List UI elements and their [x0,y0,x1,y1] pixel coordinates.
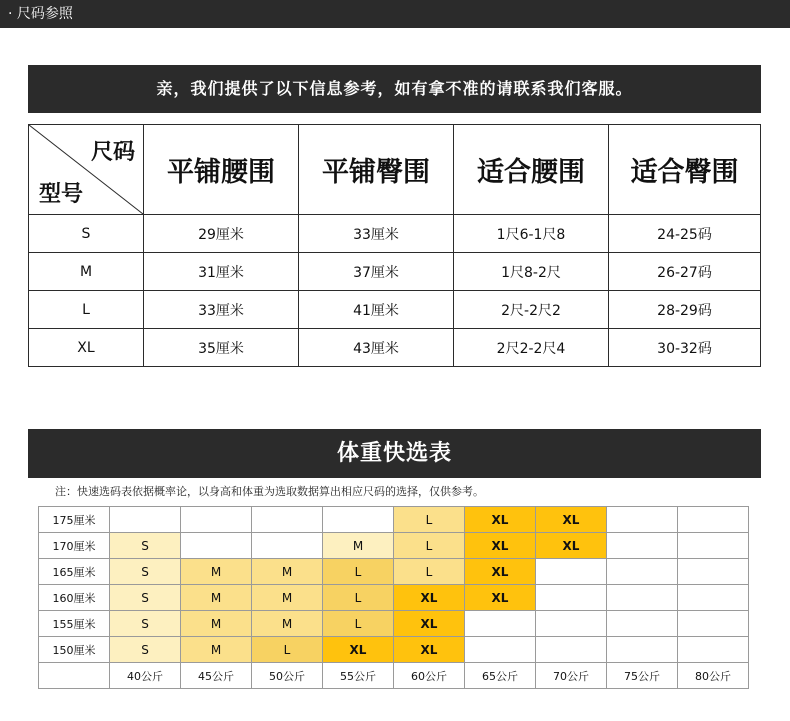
size-cell: M [181,559,252,585]
size-cell [607,533,678,559]
weight-chart-note: 注：快速选码表依据概率论，以身高和体重为选取数据算出相应尺码的选择，仅供参考。 [55,485,484,498]
height-label: 175厘米 [39,507,110,533]
size-cell: M [181,637,252,663]
size-cell: M [252,611,323,637]
footer-blank-cell [39,663,110,689]
size-cell [252,507,323,533]
weight-label: 50公斤 [252,663,323,689]
header-flat-hip: 平铺臀围 [299,125,454,215]
size-cell: XL [394,585,465,611]
size-cell [181,507,252,533]
flat-waist-value: 31厘米 [144,253,299,291]
flat-hip-value: 33厘米 [299,215,454,253]
size-cell [465,637,536,663]
corner-label-model: 型号 [39,182,84,207]
size-table-header-row [29,125,761,215]
size-label: M [29,253,144,291]
size-cell: XL [394,637,465,663]
weight-label: 45公斤 [181,663,252,689]
size-cell: L [323,585,394,611]
size-table-corner-cell [29,125,144,215]
size-cell: M [323,533,394,559]
size-label: XL [29,329,144,367]
height-label: 155厘米 [39,611,110,637]
fit-waist-value: 2尺2-2尺4 [454,329,609,367]
flat-waist-value: 35厘米 [144,329,299,367]
size-cell: M [181,585,252,611]
height-row [39,533,749,559]
fit-waist-value: 1尺6-1尺8 [454,215,609,253]
size-table [28,124,761,367]
size-cell: XL [465,559,536,585]
weight-label: 65公斤 [465,663,536,689]
size-row-l [29,291,761,329]
size-cell [678,637,749,663]
size-cell [252,533,323,559]
size-cell: XL [465,533,536,559]
weight-chart-banner: 体重快选表 [28,429,761,478]
size-cell: S [110,611,181,637]
size-cell [678,507,749,533]
size-cell [607,585,678,611]
size-cell: XL [465,507,536,533]
size-cell [536,637,607,663]
fit-hip-value: 30-32码 [609,329,761,367]
flat-hip-value: 41厘米 [299,291,454,329]
height-row [39,637,749,663]
section-header-bar [0,0,790,28]
header-fit-hip: 适合臀围 [609,125,761,215]
size-cell [536,585,607,611]
fit-waist-value: 2尺-2尺2 [454,291,609,329]
flat-hip-value: 37厘米 [299,253,454,291]
size-cell: XL [394,611,465,637]
size-cell: M [252,559,323,585]
height-row [39,507,749,533]
size-cell [678,559,749,585]
size-cell [607,559,678,585]
corner-label-size: 尺码 [90,140,135,165]
size-cell [678,611,749,637]
height-label: 160厘米 [39,585,110,611]
size-row-xl [29,329,761,367]
size-row-s [29,215,761,253]
size-cell: L [252,637,323,663]
size-cell [323,507,394,533]
height-row [39,559,749,585]
size-cell [465,611,536,637]
weight-label: 60公斤 [394,663,465,689]
header-flat-waist: 平铺腰围 [144,125,299,215]
size-cell [536,611,607,637]
fit-hip-value: 26-27码 [609,253,761,291]
weight-label: 70公斤 [536,663,607,689]
height-row [39,611,749,637]
size-cell: L [394,533,465,559]
info-banner: 亲，我们提供了以下信息参考，如有拿不准的请联系我们客服。 [28,65,761,113]
size-cell [536,559,607,585]
size-cell: S [110,559,181,585]
size-cell [678,533,749,559]
size-cell: XL [536,507,607,533]
size-cell: XL [323,637,394,663]
size-cell [607,637,678,663]
weight-label: 75公斤 [607,663,678,689]
size-label: L [29,291,144,329]
size-row-m [29,253,761,291]
size-cell [607,611,678,637]
weight-table-body [39,507,749,689]
fit-waist-value: 1尺8-2尺 [454,253,609,291]
size-label: S [29,215,144,253]
height-label: 165厘米 [39,559,110,585]
height-label: 150厘米 [39,637,110,663]
height-row [39,585,749,611]
size-cell: S [110,637,181,663]
header-fit-waist: 适合腰围 [454,125,609,215]
fit-hip-value: 28-29码 [609,291,761,329]
size-cell: L [323,611,394,637]
size-cell [607,507,678,533]
flat-waist-value: 29厘米 [144,215,299,253]
size-cell [110,507,181,533]
size-cell: M [252,585,323,611]
size-cell: S [110,533,181,559]
height-label: 170厘米 [39,533,110,559]
size-cell: L [323,559,394,585]
fit-hip-value: 24-25码 [609,215,761,253]
size-cell: L [394,559,465,585]
section-title: · 尺码参照 [8,6,73,22]
size-cell: S [110,585,181,611]
size-cell [678,585,749,611]
flat-waist-value: 33厘米 [144,291,299,329]
flat-hip-value: 43厘米 [299,329,454,367]
size-cell [181,533,252,559]
size-cell: M [181,611,252,637]
weight-label: 55公斤 [323,663,394,689]
weight-quick-select-table [38,506,749,689]
size-cell: XL [465,585,536,611]
size-cell: XL [536,533,607,559]
weight-label: 40公斤 [110,663,181,689]
size-cell: L [394,507,465,533]
weight-footer-row [39,663,749,689]
weight-label: 80公斤 [678,663,749,689]
